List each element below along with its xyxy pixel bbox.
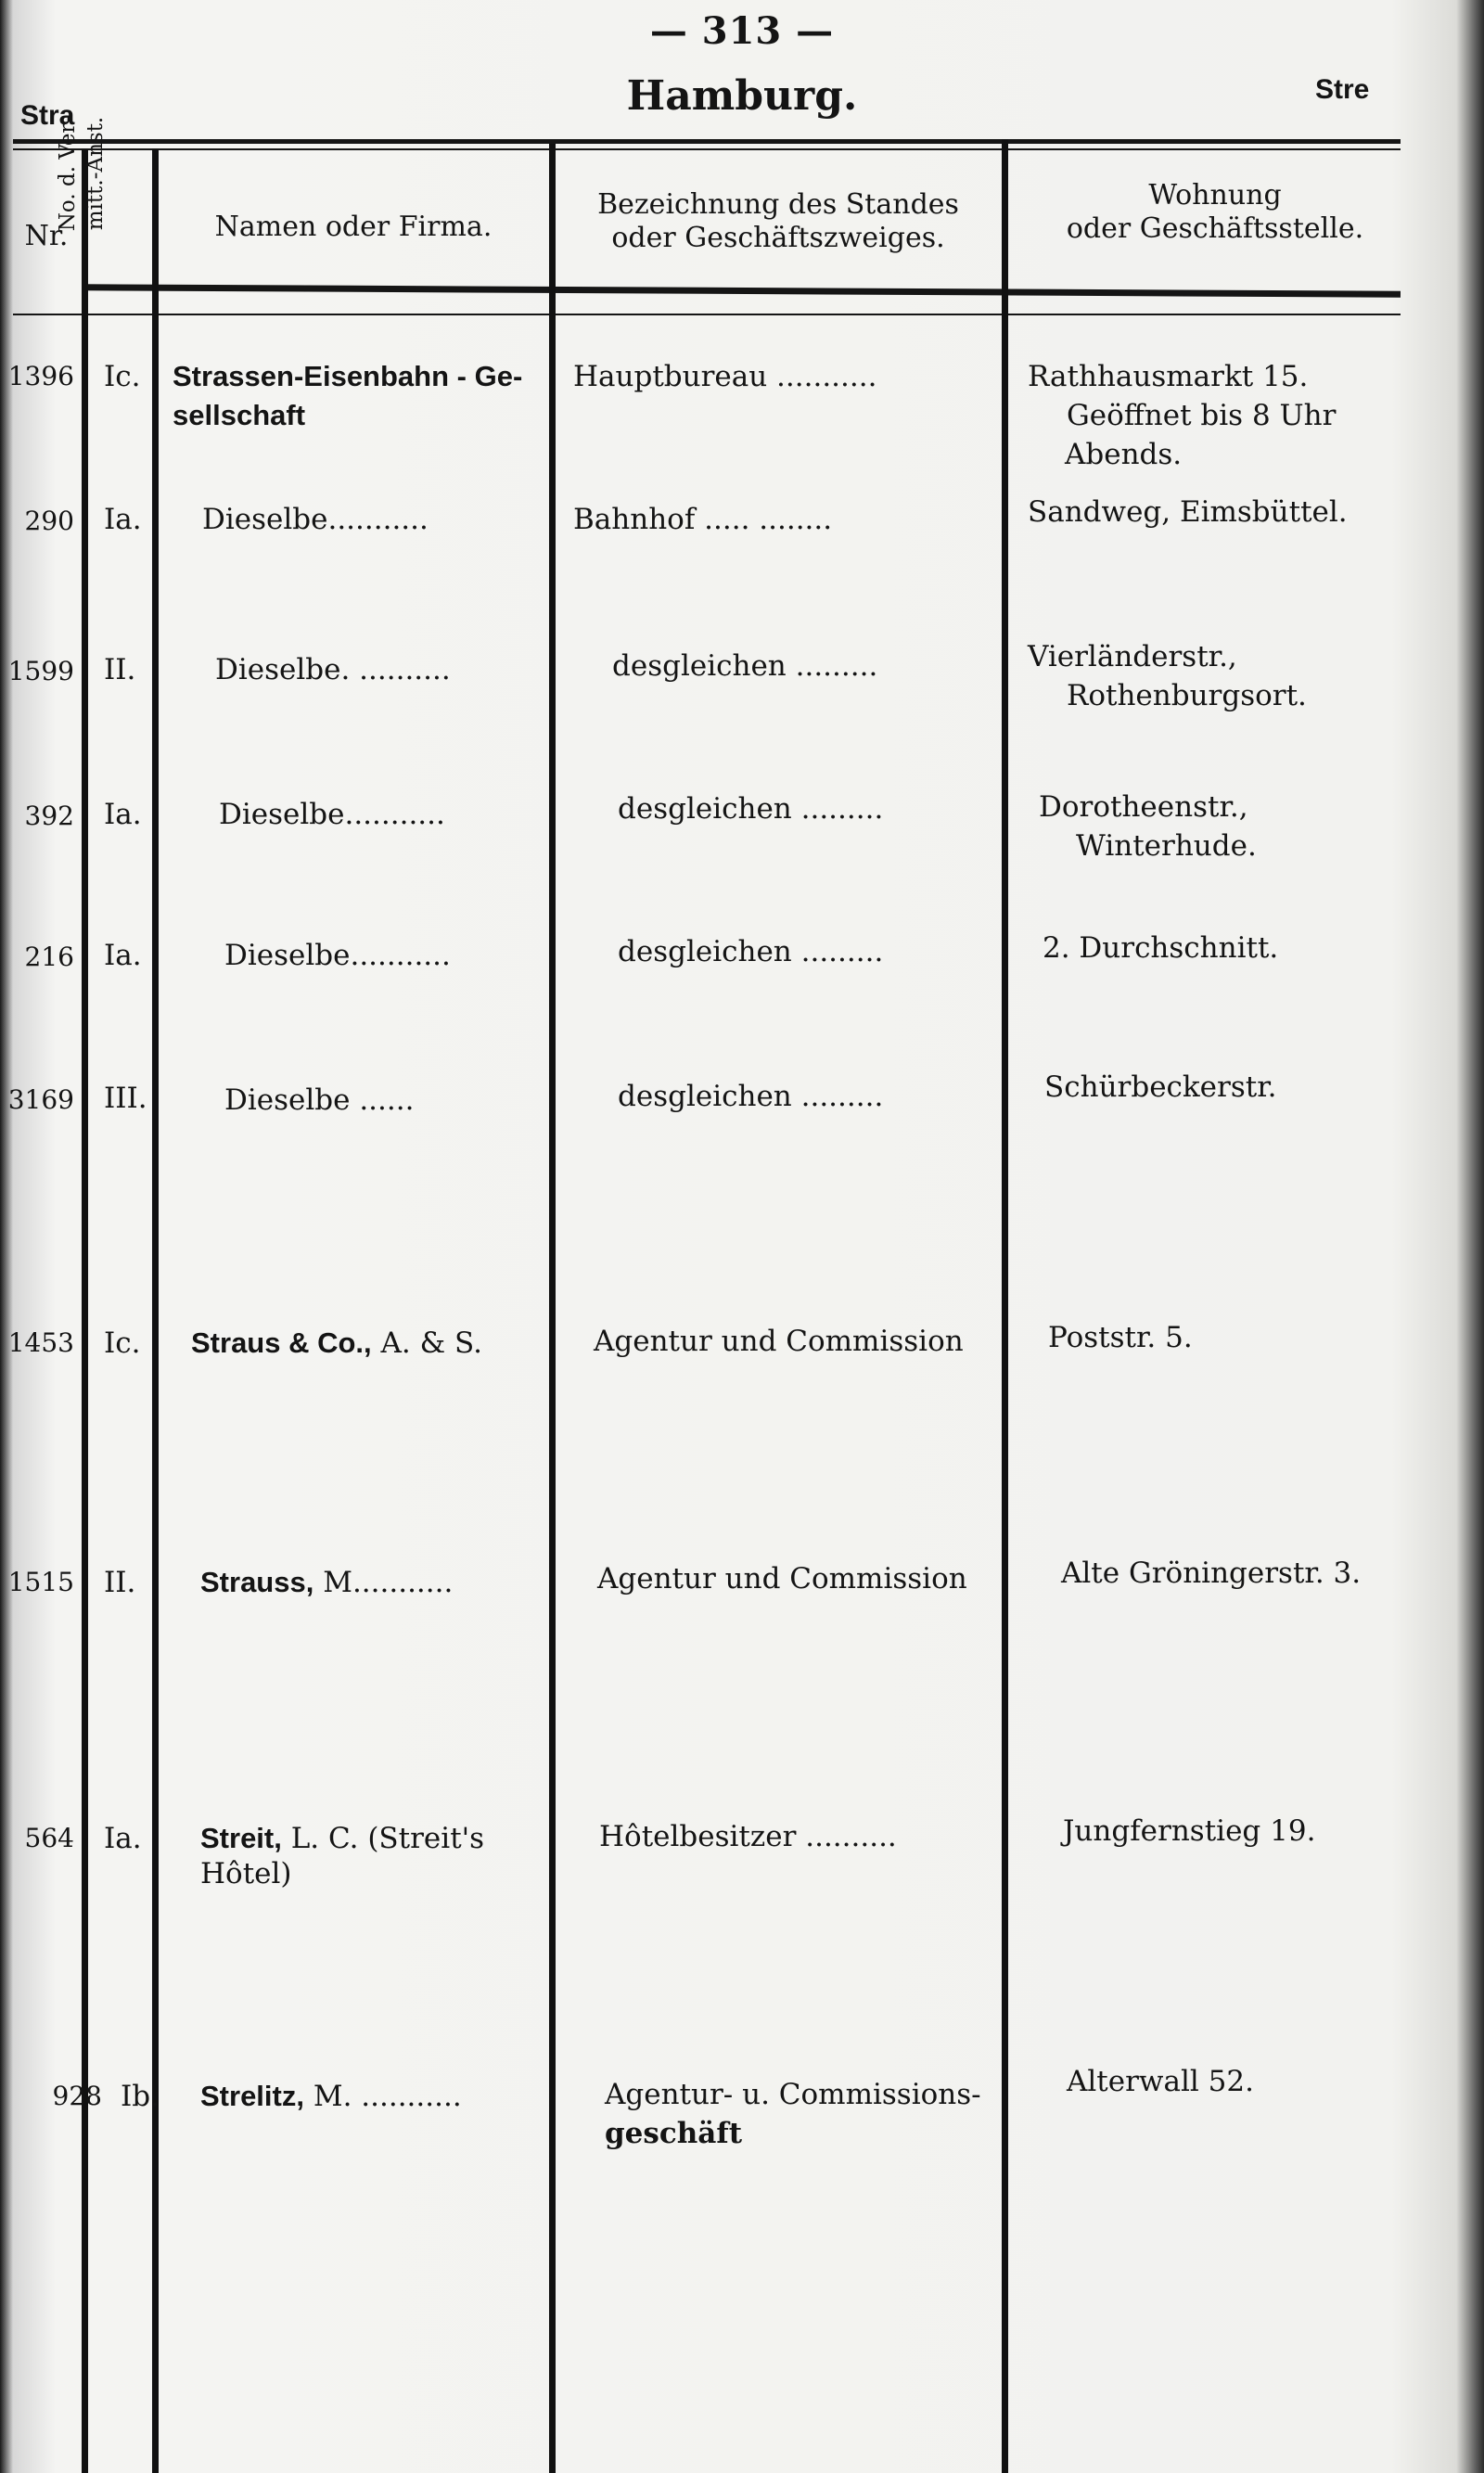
column-heading-addr-2: oder Geschäftsstelle. — [1066, 212, 1364, 245]
corner-guide-right: Stre — [1315, 74, 1370, 105]
corner-guide-left: Stra — [20, 100, 75, 131]
entry-address: Dorotheenstr., — [1039, 790, 1248, 824]
entry-address: Rathhausmarkt 15. — [1028, 360, 1309, 393]
entry-number: 1515 — [7, 1567, 74, 1597]
entry-description: Hôtelbesitzer .......... — [599, 1820, 897, 1853]
entry-number: 290 — [24, 506, 74, 536]
entry-class: Ib. — [121, 2080, 160, 2113]
entry-address: Schürbeckerstr. — [1044, 1070, 1277, 1104]
entry-class: Ic. — [104, 1326, 141, 1360]
entry-address: Poststr. 5. — [1048, 1321, 1193, 1354]
entry-name-bold: Straus & Co., — [191, 1326, 372, 1359]
entry-name: Dieselbe........... — [224, 939, 451, 972]
entry-number: 1599 — [7, 656, 74, 686]
header-bottom-rule-thin — [13, 314, 1401, 315]
header-top-rule-thin — [13, 148, 1401, 150]
entry-description: Agentur und Commission — [594, 1325, 964, 1358]
entry-address: Alte Gröningerstr. 3. — [1061, 1557, 1362, 1590]
entry-class: II. — [104, 653, 136, 686]
column-heading-nr: Nr. — [24, 220, 69, 252]
column-heading-no-d-vermitt-anst: No. d. Ver-mitt.-Anst. — [56, 115, 108, 232]
entry-name-bold: Strauss, — [200, 1566, 314, 1598]
column-rule-4 — [1002, 139, 1008, 2473]
entry-description: desgleichen ......... — [618, 1080, 884, 1113]
column-rule-3 — [549, 144, 556, 2473]
entry-name — [200, 1562, 453, 1603]
entry-name — [173, 356, 522, 397]
entry-description: Bahnhof ..... ........ — [573, 503, 833, 536]
entry-number: 3169 — [7, 1084, 74, 1115]
entry-address-line2: Geöffnet bis 8 Uhr — [1067, 399, 1337, 432]
entry-name-bold: Strelitz, — [200, 2080, 304, 2112]
city-heading: Hamburg. — [626, 72, 858, 120]
column-rule-2 — [152, 148, 159, 2473]
entry-address: Sandweg, Eimsbüttel. — [1028, 495, 1348, 529]
header-bottom-rule — [83, 284, 1401, 297]
entry-class: Ia. — [104, 798, 142, 831]
entry-name: Dieselbe........... — [202, 503, 429, 536]
entry-number: 1453 — [7, 1327, 74, 1358]
entry-name: Dieselbe. .......... — [215, 653, 451, 686]
entry-address: Alterwall 52. — [1067, 2065, 1254, 2098]
entry-address: Jungfernstieg 19. — [1063, 1814, 1316, 1848]
entry-name: Dieselbe ...... — [224, 1083, 415, 1117]
entry-address-line2: Winterhude. — [1076, 829, 1257, 863]
column-heading-addr-1: Wohnung — [1148, 179, 1282, 211]
entry-description: desgleichen ......... — [612, 649, 878, 683]
entry-address-line2: Rothenburgsort. — [1067, 679, 1307, 712]
entry-name-rest: M. ........... — [303, 2080, 462, 2113]
entry-class: Ia. — [104, 503, 142, 536]
column-heading-desc-2: oder Geschäftszweiges. — [611, 222, 945, 254]
entry-description: desgleichen ......... — [618, 792, 884, 826]
entry-name-rest: M........... — [313, 1566, 454, 1599]
entry-address-line3: Abends. — [1065, 438, 1183, 471]
entry-number: 216 — [24, 942, 74, 972]
entry-class: Ic. — [104, 360, 141, 393]
column-heading-desc-1: Bezeichnung des Standes — [597, 188, 959, 221]
entry-description: Agentur und Commission — [597, 1562, 967, 1595]
entry-class: III. — [104, 1082, 147, 1115]
entry-number: 1396 — [7, 361, 74, 391]
entry-name — [200, 2076, 462, 2117]
entry-address: Vierländerstr., — [1028, 640, 1237, 673]
entry-name — [191, 1323, 482, 1364]
entry-name-line2 — [173, 395, 305, 436]
entry-class: Ia. — [104, 939, 142, 972]
entry-name: Dieselbe........... — [219, 798, 445, 831]
entry-name-rest: A. & S. — [371, 1326, 483, 1360]
entry-name-line2: Hôtel) — [200, 1857, 292, 1890]
entry-description: Agentur- u. Commissions- — [605, 2078, 981, 2111]
header-top-rule — [13, 139, 1401, 144]
entry-number: 564 — [24, 1823, 74, 1853]
column-rule-1 — [82, 148, 88, 2473]
entry-description: desgleichen ......... — [618, 935, 884, 968]
entry-number: 928 — [52, 2081, 102, 2111]
entry-address: 2. Durchschnitt. — [1043, 931, 1279, 965]
entry-name-bold-2: sellschaft — [173, 399, 306, 431]
entry-description-line2: geschäft — [605, 2117, 743, 2150]
entry-description: Hauptbureau ........... — [573, 360, 877, 393]
entry-name-rest: L. C. (Streit's — [281, 1822, 485, 1855]
entry-class: Ia. — [104, 1822, 142, 1855]
page-number: — 313 — — [649, 9, 835, 53]
entry-number: 392 — [24, 801, 74, 831]
entry-class: II. — [104, 1566, 136, 1599]
entry-name-bold: Streit, — [200, 1822, 282, 1854]
entry-name-bold: Strassen-Eisenbahn - Ge- — [173, 360, 523, 392]
column-heading-name: Namen oder Firma. — [214, 211, 493, 243]
